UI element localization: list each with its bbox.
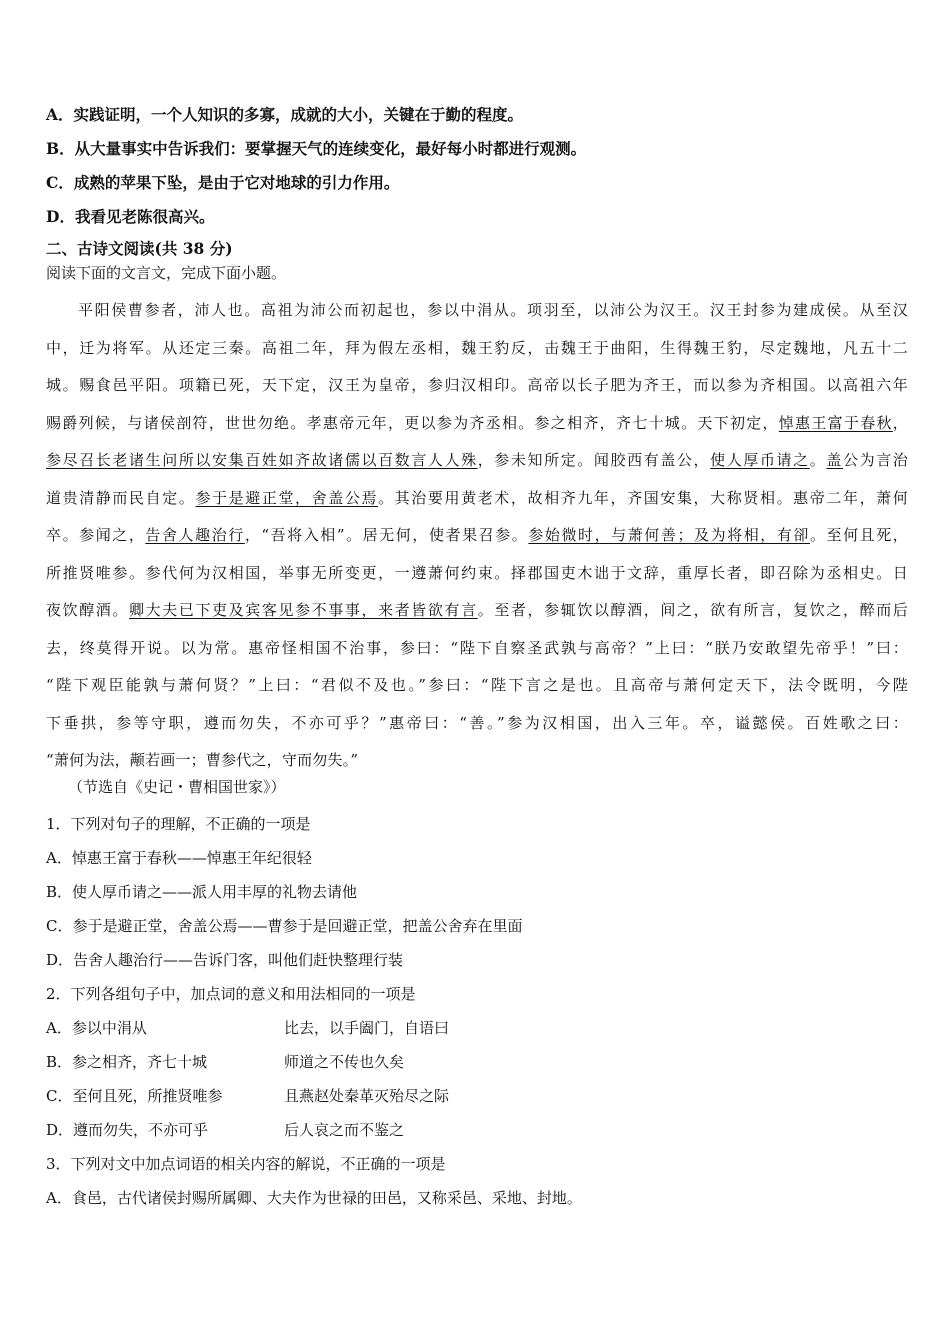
prev-option-a: A．实践证明，一个人知识的多寡，成就的大小，关键在于勤的程度。 (46, 105, 524, 124)
passage-line: 中，迁为将军。从还定三秦。高祖二年，拜为假左丞相，魏王豹反，击魏王于曲阳，生得魏王豹，尽定魏地，凡五十二 (46, 338, 908, 357)
option-left: A．参以中涓从 (46, 1019, 147, 1037)
prev-option-b: B．从大量事实中告诉我们：要掌握天气的连续变化，最好每小时都进行观测。 (46, 139, 587, 158)
previous-question-options (46, 98, 916, 234)
passage-line (46, 592, 908, 630)
underlined-sentence: 参始微时，与萧何善；及为将相，有卻 (528, 526, 810, 544)
passage-line: 下垂拱，参等守职，遵而勿失，不亦可乎？”惠帝曰：“善。”参为汉相国，出入三年。卒，谥懿侯。百姓歌之曰： (46, 713, 908, 732)
question-1-option-a: A．悼惠王富于春秋——悼惠王年纪很轻 (46, 849, 312, 867)
passage-text: ，“吾将入相”。居无何，使者果召参。 (244, 526, 529, 544)
underlined-sentence: 告舍人趣治行 (145, 526, 245, 544)
passage-text: ， (892, 413, 908, 432)
question-3-option-a: A．食邑，古代诸侯封赐所属卿、大夫作为世禄的田邑，又称采邑、采地、封地。 (46, 1189, 582, 1207)
passage-text: 赐爵列候，与诸侯剖符，世世勿绝。孝惠帝元年，更以参为齐丞相。参之相齐，齐七十城。天下初定， (46, 413, 779, 432)
prev-option-d: D．我看见老陈很高兴。 (46, 207, 215, 226)
question-2-option-d (46, 1113, 916, 1147)
option-left: B．参之相齐，齐七十城 (46, 1053, 208, 1071)
option-left: D．遵而勿失，不亦可乎 (46, 1121, 209, 1139)
passage-line (46, 517, 908, 555)
section-title: 二、古诗文阅读(共 38 分) (46, 239, 233, 258)
passage-line: 城。赐食邑平阳。项籍已死，天下定，汉王为皇帝，参归汉相印。高帝以长子肥为齐王，而以参为齐相国。以高祖六年 (46, 376, 908, 394)
option-right: 比去，以手阖门，自语曰 (284, 1019, 450, 1037)
underlined-word: 盖 (826, 451, 843, 469)
passage-text: 。 (809, 451, 827, 469)
option-right: 后人哀之而不鉴之 (284, 1121, 405, 1139)
passage-text: 公为言治 (842, 451, 908, 469)
passage-line (46, 405, 908, 443)
passage-text: 道贵清静而民自定。 (46, 488, 196, 507)
passage-line (46, 442, 908, 480)
passage-line: 所推贤唯参。参代何为汉相国，举事无所变更，一遵萧何约束。择郡国吏木诎于文辞，重厚长者，即召除为丞相史。日 (46, 563, 908, 582)
underlined-sentence: 参于是避正堂，舍盖公焉 (195, 488, 379, 507)
passage-source: （节选自《史记・曹相国世家》） (68, 778, 286, 796)
passage-text: 。至者，参辄饮以醇酒，间之，欲有所言，复饮之，醉而后 (477, 601, 909, 619)
prev-option-c: C．成熟的苹果下坠，是由于它对地球的引力作用。 (46, 173, 400, 192)
question-2-option-b (46, 1045, 916, 1079)
passage-text: 夜饮醇酒。 (46, 601, 130, 619)
passage-line: “陛下观臣能孰与萧何贤？”上曰：“君似不及也。”参曰：“陛下言之是也。且高帝与萧何定天下，法令既明，今陛 (46, 676, 908, 694)
question-3-stem: 3．下列对文中加点词语的相关内容的解说，不正确的一项是 (46, 1155, 446, 1173)
underlined-sentence: 使人厚币请之 (710, 451, 810, 469)
passage-text: 。其治要用黄老术，故相齐九年，齐国安集，大称贤相。惠帝二年，萧何 (378, 488, 908, 507)
underlined-sentence: 卿大夫已下吏及宾客见参不事事，来者皆欲有言 (129, 601, 478, 619)
passage-text: ，参未知所定。闻胶西有盖公， (477, 451, 711, 469)
question-1-stem: 1．下列对句子的理解，不正确的一项是 (46, 815, 311, 833)
passage-line (46, 480, 908, 518)
classical-passage (46, 292, 908, 780)
question-2-option-c (46, 1079, 916, 1113)
question-2-stem: 2．下列各组句子中，加点词的意义和用法相同的一项是 (46, 985, 416, 1003)
questions (46, 807, 916, 1215)
option-left: C．至何且死，所推贤唯参 (46, 1087, 223, 1105)
passage-text: 。至何且死， (809, 526, 908, 544)
question-2-option-a (46, 1011, 916, 1045)
section-instruction: 阅读下面的文言文，完成下面小题。 (46, 264, 287, 282)
option-right: 且燕赵处秦革灭殆尽之际 (284, 1087, 450, 1105)
passage-line: 去，终莫得开说。以为常。惠帝怪相国不治事，参曰：“陛下自察圣武孰与高帝？”上曰：“朕乃安敢望先帝乎！”曰： (46, 638, 908, 657)
underlined-sentence: 参尽召长老诸生问所以安集百姓如齐故诸儒以百数言人人殊 (46, 451, 478, 469)
question-1-option-c: C．参于是避正堂，舍盖公焉——曹参于是回避正堂，把盖公舍弃在里面 (46, 917, 523, 935)
question-1-option-d: D．告舍人趣治行——告诉门客，叫他们赶快整理行装 (46, 951, 404, 969)
underlined-sentence: 悼惠王富于春秋 (778, 413, 893, 432)
option-right: 师道之不传也久矣 (284, 1053, 405, 1071)
passage-line: 平阳侯曹参者，沛人也。高祖为沛公而初起也，参以中涓从。项羽至，以沛公为汉王。汉王封参为建成侯。从至汉 (78, 301, 908, 319)
passage-line: “萧何为法，颟若画一；曹参代之，守而勿失。” (46, 751, 359, 769)
question-1-option-b: B．使人厚币请之——派人用丰厚的礼物去请他 (46, 883, 358, 901)
passage-text: 卒。参闻之， (46, 526, 146, 544)
